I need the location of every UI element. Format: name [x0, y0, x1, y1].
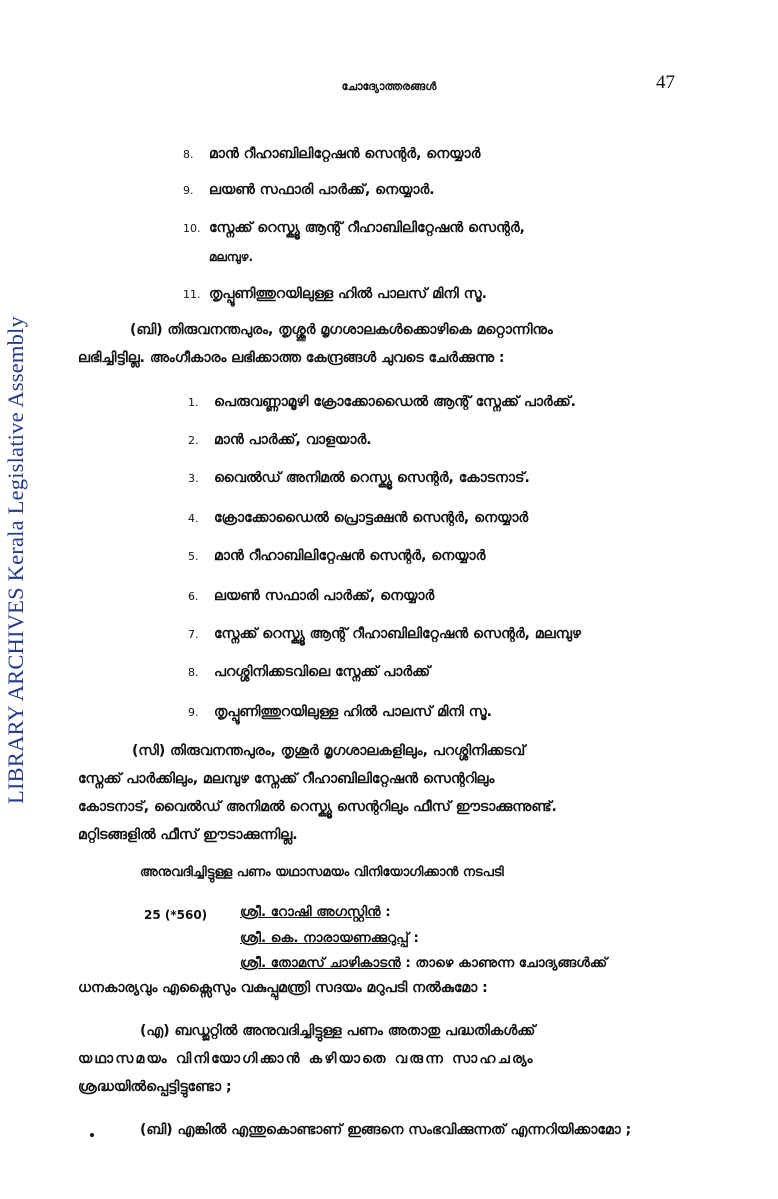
- list-item-text: തൃപ്പൂണിത്തുറയിലുള്ള ഹിൽ പാലസ് മിനി സൂ.: [209, 286, 487, 302]
- paragraph-c-line: കോടനാട്, വൈൽഡ് അനിമൽ റെസ്ക്യൂ സെന്ററിലും ഫീസ് ഈടാക്കുന്നുണ്ട്.: [78, 799, 557, 815]
- list-item: [183, 286, 487, 302]
- list-item-number: 3.: [188, 472, 199, 485]
- question-reference: 25 (*560): [144, 908, 208, 922]
- list-item: [183, 146, 480, 162]
- list-item: [183, 182, 435, 198]
- list-item-text: സ്നേക്ക് റെസ്ക്യൂ ആന്റ് റീഹാബിലിറ്റേഷൻ സെന്റർ, മലമ്പുഴ: [214, 626, 581, 642]
- list-item-number: 5.: [188, 550, 199, 563]
- paragraph-c-line: സ്നേക്ക് പാർക്കിലും, മലമ്പുഴ സ്നേക്ക് റീഹാബിലിറ്റേഷൻ സെന്ററിലും: [78, 771, 495, 787]
- list-item-text: മാൻ റീഹാബിലിറ്റേഷൻ സെന്റർ, നെയ്യാർ: [209, 146, 481, 162]
- paragraph-b-line: (ബി) തിരുവനന്തപുരം, തൃശ്ശൂർ മൃഗശാലകൾക്കൊഴികെ മറ്റൊന്നിനും: [130, 322, 553, 338]
- member-name-text: ശ്രീ. റോഷി അഗസ്റ്റിൻ: [240, 904, 381, 920]
- list-item: [188, 626, 581, 642]
- list-item: [188, 664, 430, 680]
- watermark-text: LIBRARY ARCHIVES Kerala Legislative Assembly: [3, 316, 28, 804]
- section-heading: അനുവദിച്ചിട്ടുള്ള പണം യഥാസമയം വിനിയോഗിക്കാൻ നടപടി: [140, 865, 504, 880]
- list-item: [188, 394, 576, 410]
- member-name-text: ശ്രീ. തോമസ് ചാഴികാടൻ: [240, 955, 401, 971]
- member-name: [240, 904, 391, 920]
- list-item: [188, 432, 372, 448]
- list-item-continuation: മലമ്പുഴ.: [209, 250, 254, 264]
- list-item-number: 2.: [188, 434, 199, 447]
- list-item-text: സ്നേക്ക് റെസ്ക്യൂ ആന്റ് റീഹാബിലിറ്റേഷൻ സെന്റർ,: [209, 220, 525, 236]
- list-item: [183, 220, 525, 236]
- paragraph-b-line: ലഭിച്ചിട്ടില്ല. അംഗീകാരം ലഭിക്കാത്ത കേന്ദ്രങ്ങൾ ചുവടെ ചേർക്കുന്നു :: [78, 350, 505, 366]
- list-item: [188, 704, 492, 720]
- list-item-number: 8.: [188, 666, 199, 679]
- list-item-text: പെരുവണ്ണാമൂഴി ക്രോക്കോഡൈൽ ആന്റ് സ്നേക്ക് പാർക്ക്.: [214, 394, 577, 410]
- ink-dot: [90, 1133, 94, 1137]
- member-suffix: : താഴെ കാണുന്ന ചോദ്യങ്ങൾക്ക്: [405, 955, 608, 971]
- list-item-number: 7.: [188, 628, 199, 641]
- list-item-text: ലയൺ സഫാരി പാർക്ക്, നെയ്യാർ: [214, 588, 435, 604]
- list-item: [188, 470, 530, 486]
- question-a-line: യഥാസമയം വിനിയോഗിക്കാൻ കഴിയാതെ വരുന്ന സാഹചര്യം: [78, 1051, 535, 1067]
- list-item-number: 1.: [188, 396, 199, 409]
- member-name: [240, 930, 419, 946]
- question-a-line: ശ്രദ്ധയിൽപ്പെട്ടിട്ടുണ്ടോ ;: [78, 1079, 232, 1095]
- page-number: 47: [656, 72, 675, 93]
- paragraph-c-line: മറ്റിടങ്ങളിൽ ഫീസ് ഈടാക്കുന്നില്ല.: [78, 827, 298, 843]
- list-item-text: മാൻ റീഹാബിലിറ്റേഷൻ സെന്റർ, നെയ്യാർ: [214, 548, 486, 564]
- list-item-text: ലയൺ സഫാരി പാർക്ക്, നെയ്യാർ.: [209, 182, 435, 198]
- list-item-number: 11.: [183, 288, 201, 301]
- list-item: [188, 588, 434, 604]
- question-addressee: ധനകാര്യവും എക്സൈസും വകുപ്പുമന്ത്രി സദയം മറുപടി നൽകുമോ :: [78, 980, 488, 996]
- list-item-number: 10.: [183, 222, 201, 235]
- list-item-text: വൈൽഡ് അനിമൽ റെസ്ക്യൂ സെന്റർ, കോടനാട്.: [214, 470, 530, 486]
- list-item-text: ക്രോക്കോഡൈൽ പ്രൊട്ടക്ഷൻ സെന്റർ, നെയ്യാർ: [214, 510, 529, 526]
- member-suffix: :: [413, 930, 419, 946]
- list-item-number: 9.: [188, 706, 199, 719]
- list-item-number: 8.: [183, 148, 194, 161]
- paragraph-c-line: (സി) തിരുവനന്തപുരം, തൃശൂർ മൃഗശാലകളിലും, പറശ്ശിനിക്കടവ്: [132, 743, 526, 759]
- member-name-text: ശ്രീ. കെ. നാരായണക്കുറുപ്പ്: [240, 930, 409, 946]
- list-item-text: പറശ്ശിനിക്കടവിലെ സ്നേക്ക് പാർക്ക്: [214, 664, 431, 680]
- list-item-number: 6.: [188, 590, 199, 603]
- list-item-number: 4.: [188, 512, 199, 525]
- running-header: ചോദ്യോത്തരങ്ങൾ: [341, 80, 437, 93]
- question-a-line: (എ) ബഡ്ജറ്റിൽ അനുവദിച്ചിട്ടുള്ള പണം അതാതു പദ്ധതികൾക്ക്: [140, 1023, 536, 1039]
- list-item-number: 9.: [183, 184, 194, 197]
- member-name: [240, 955, 607, 971]
- list-item-text: തൃപ്പൂണിത്തുറയിലുള്ള ഹിൽ പാലസ് മിനി സൂ.: [214, 704, 492, 720]
- list-item: [188, 510, 528, 526]
- member-suffix: :: [385, 904, 391, 920]
- list-item: [188, 548, 485, 564]
- list-item-text: മാൻ പാർക്ക്, വാളയാർ.: [214, 432, 372, 448]
- question-b-line: (ബി) എങ്കിൽ എന്തുകൊണ്ടാണ് ഇങ്ങനെ സംഭവിക്കുന്നത് എന്നറിയിക്കാമോ ;: [140, 1122, 632, 1138]
